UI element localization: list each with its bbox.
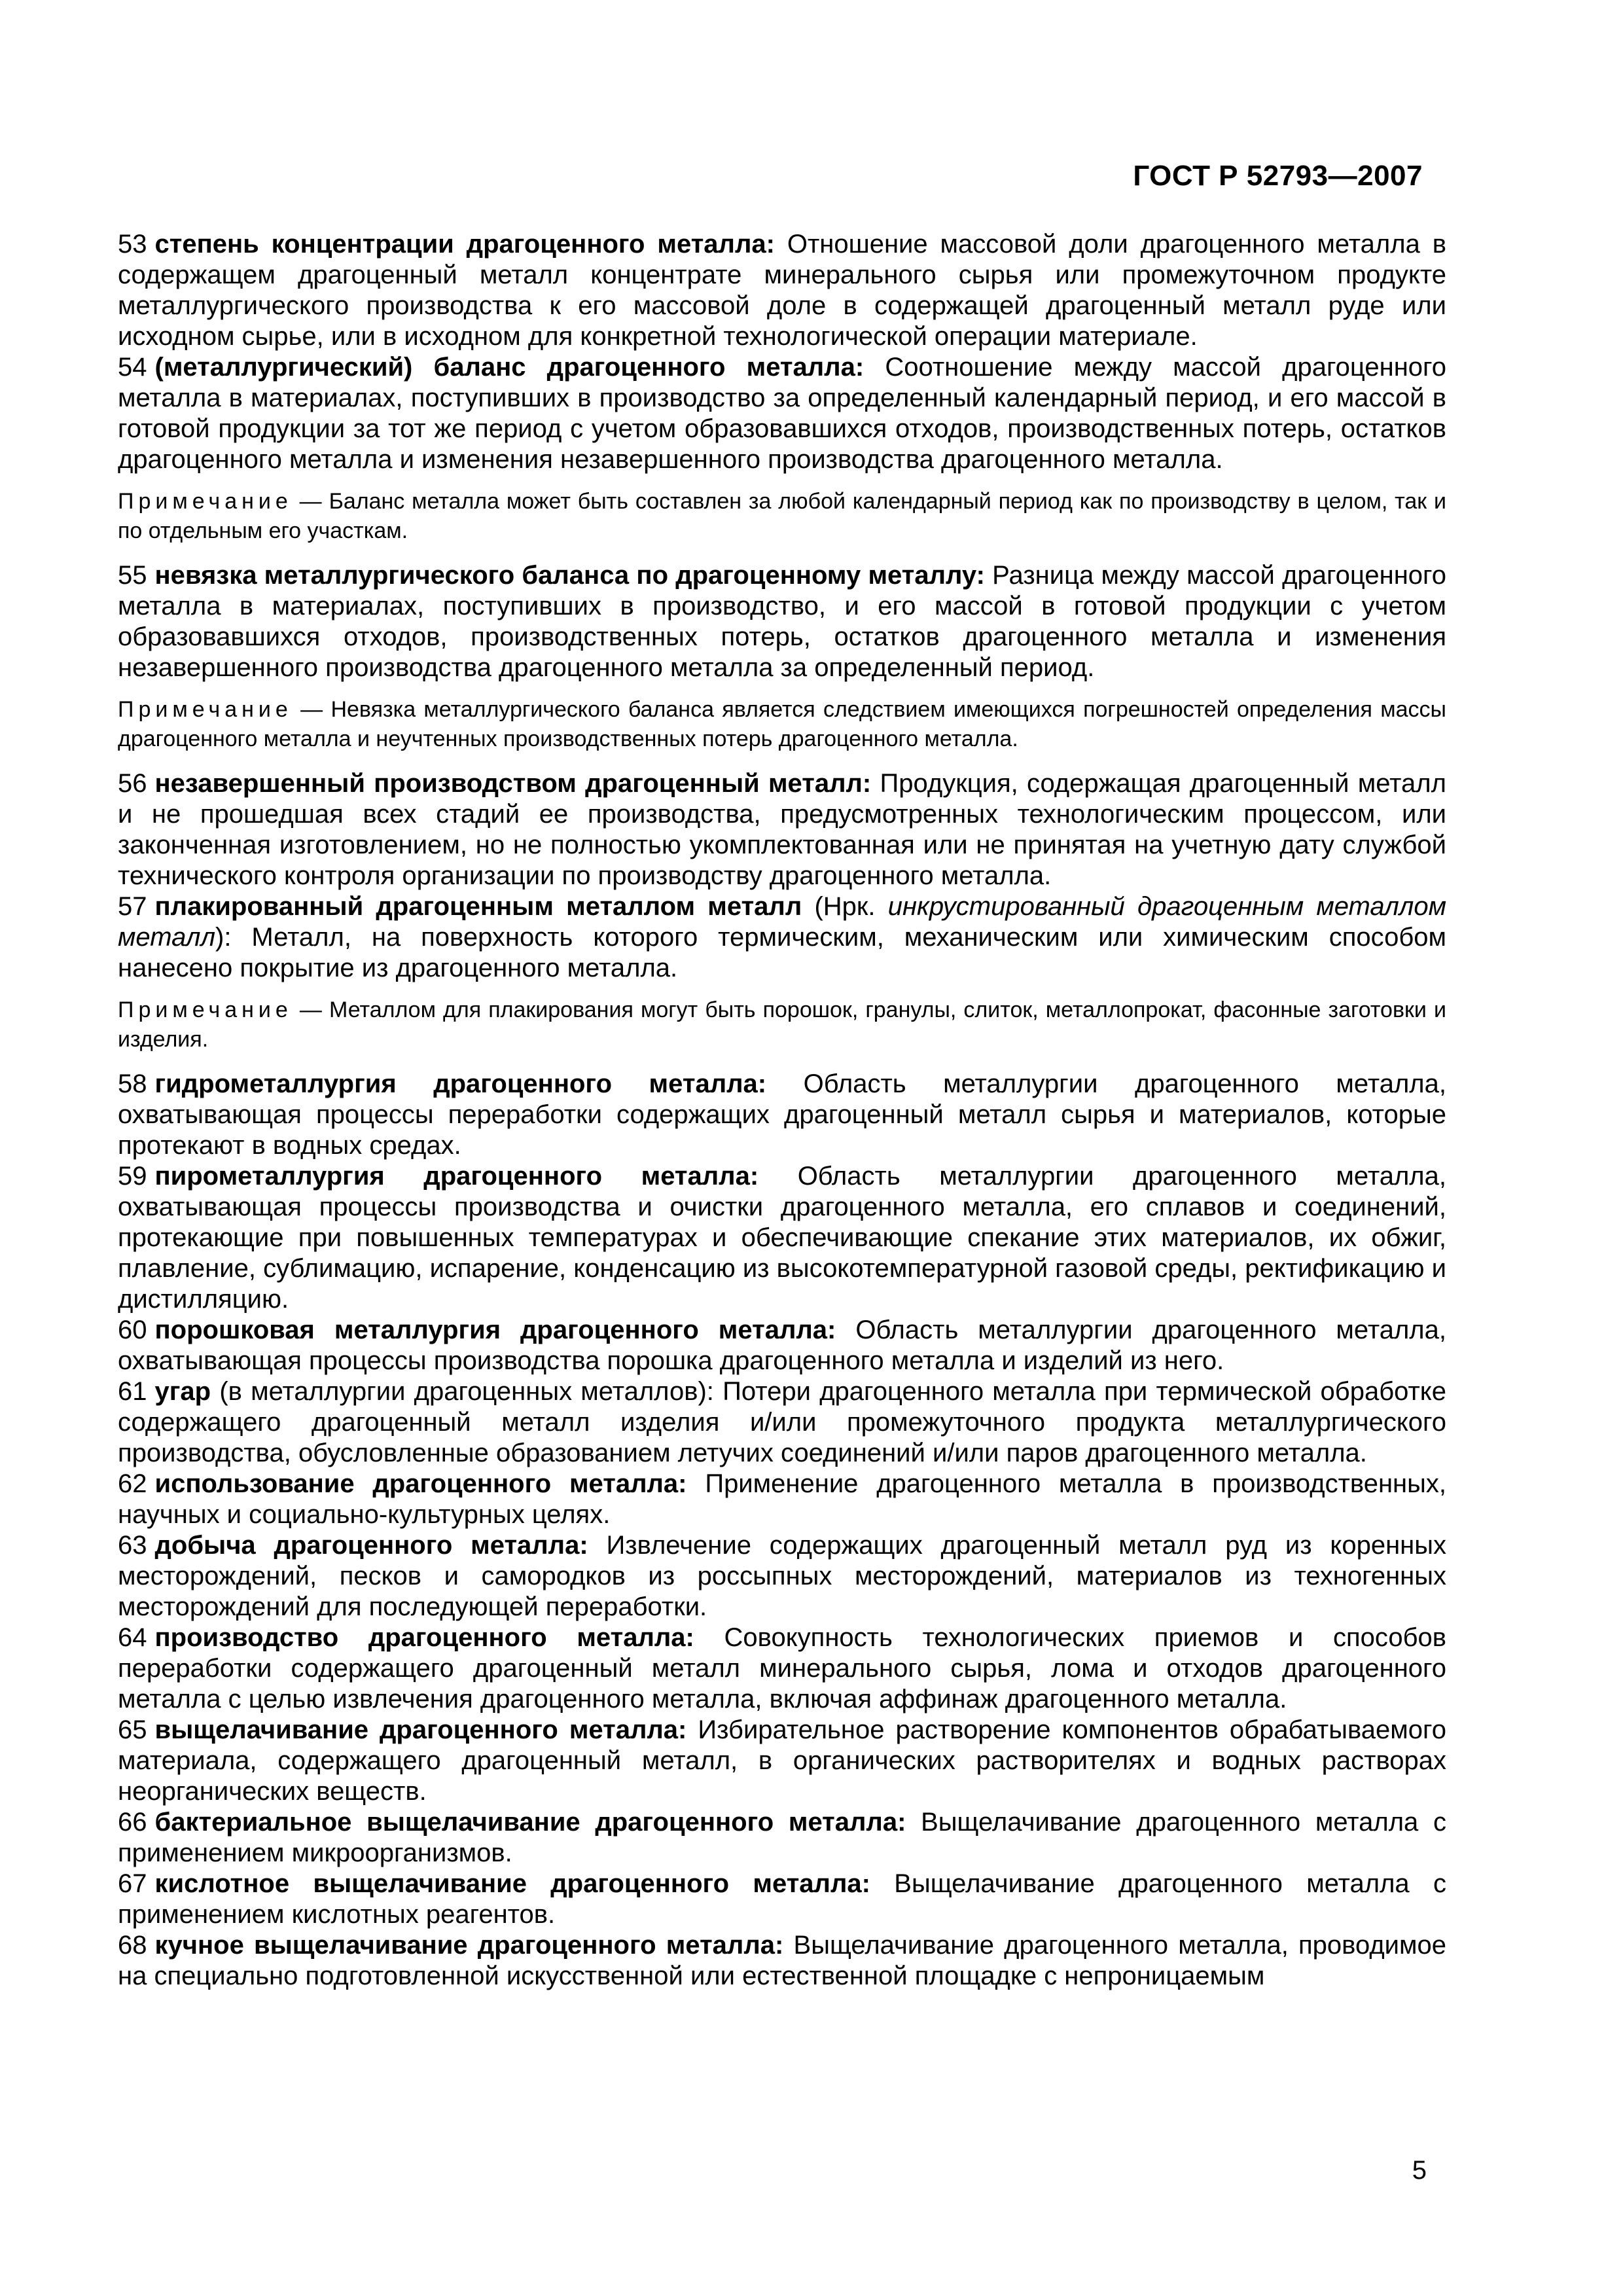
term-entry [118, 1530, 1446, 1623]
term-note [118, 996, 1446, 1054]
term-entry [118, 1715, 1446, 1807]
term-name: кучное выщелачивание драгоценного металла: [154, 1931, 784, 1960]
term-number: 68 [118, 1931, 147, 1960]
term-definition: Область металлургии драгоценного металла, охватывающая процессы производства и очистки драгоценного металла, его сплавов и соединений, протекающие при повышенных температурах и обеспечивающие спекание этих материалов, их обжиг, плавление, сублимацию, испарение, конденсацию из высокотемпературной газовой среды, ректификацию и дистилляцию. [118, 1162, 1446, 1314]
note-dash: — [292, 489, 329, 514]
term-definition: Металл, на поверхность которого термическим, механическим или химическим способом нанесено покрытие из драгоценного металла. [118, 923, 1446, 982]
term-name: использование драгоценного металла: [154, 1469, 687, 1498]
note-label: Примечание [118, 997, 293, 1022]
term-number: 54 [118, 353, 147, 382]
term-entry [118, 229, 1446, 352]
term-definition: Отношение массовой доли драгоценного металла в содержащем драгоценный металл концентрате минерального сырья или промежуточном продукте металлургического производства к его массовой доле в содержащей драгоценный металл руде или исходном сырье, или в исходном для конкретной технологической операции материале. [118, 230, 1446, 351]
term-number: 56 [118, 769, 147, 798]
term-definition: Выщелачивание драгоценного металла, проводимое на специально подготовленной искусственной или естественной площадке с непроницаемым [118, 1931, 1447, 1990]
term-definition: Выщелачивание драгоценного металла с применением микроорганизмов. [118, 1808, 1446, 1867]
term-note [118, 487, 1446, 546]
document-code-header: ГОСТ Р 52793—2007 [1133, 160, 1423, 192]
term-definition: Совокупность технологических приемов и способов переработки содержащего драгоценный металл минерального сырья, лома и отходов драгоценного металла с целью извлечения драгоценного металла, включая аффинаж драгоценного металла. [118, 1623, 1446, 1713]
term-entry [118, 560, 1446, 683]
term-number: 57 [118, 892, 147, 921]
term-number: 53 [118, 230, 147, 259]
term-name: добыча драгоценного металла: [154, 1531, 588, 1560]
term-definition: Разница между массой драгоценного металла в материалах, поступивших в производство, и его массой в готовой продукции с учетом образовавшихся отходов, производственных потерь, остатков драгоценного металла и изменения незавершенного производства драгоценного металла за определенный период. [118, 561, 1446, 682]
term-number: 66 [118, 1808, 147, 1837]
term-definition: Область металлургии драгоценного металла, охватывающая процессы производства порошка драгоценного металла и изделий из него. [118, 1316, 1446, 1375]
term-name: угар [154, 1377, 211, 1406]
term-number: 61 [118, 1377, 147, 1406]
term-name: пирометаллургия драгоценного металла: [154, 1162, 759, 1191]
term-entry [118, 1869, 1446, 1930]
term-name: выщелачивание драгоценного металла: [154, 1715, 687, 1744]
term-name: (металлургический) баланс драгоценного металла: [154, 353, 865, 382]
term-definition: Область металлургии драгоценного металла, охватывающая процессы переработки содержащих драгоценный металл сырья и материалов, которые протекают в водных средах. [118, 1069, 1446, 1160]
term-number: 65 [118, 1715, 147, 1744]
note-label: Примечание [118, 697, 293, 722]
term-name: незавершенный производством драгоценный металл: [154, 769, 872, 798]
note-label: Примечание [118, 489, 293, 514]
term-entry [118, 1315, 1446, 1376]
term-name: степень концентрации драгоценного металла: [154, 230, 775, 259]
term-number: 63 [118, 1531, 147, 1560]
note-text: Металлом для плакирования могут быть порошок, гранулы, слиток, металлопрокат, фасонные заготовки и изделия. [118, 997, 1446, 1052]
page-number: 5 [1412, 2156, 1427, 2185]
note-dash: — [292, 697, 331, 722]
term-number: 58 [118, 1069, 147, 1098]
note-text: Баланс металла может быть составлен за любой календарный период как по производству в целом, так и по отдельным его участкам. [118, 489, 1446, 543]
term-definition: Потери драгоценного металла при термической обработке содержащего драгоценный металл изделия и/или промежуточного продукта металлургического производства, обусловленные образованием летучих соединений и/или паров драгоценного металла. [118, 1377, 1446, 1467]
note-text: Невязка металлургического баланса является следствием имеющихся погрешностей определения массы драгоценного металла и неучтенных производственных потерь драгоценного металла. [118, 697, 1446, 751]
term-definition: Соотношение между массой драгоценного металла в материалах, поступивших в производство за определенный календарный период, и его массой в готовой продукции за тот же период с учетом образовавшихся отходов, производственных потерь, остатков драгоценного металла и изменения незавершенного производства драгоценного металла. [118, 353, 1446, 474]
term-entry [118, 1930, 1446, 1992]
term-number: 59 [118, 1162, 147, 1191]
term-entry [118, 891, 1446, 984]
term-number: 62 [118, 1469, 147, 1498]
term-qualifier: (в металлургии драгоценных металлов): [211, 1377, 714, 1406]
term-name: плакированный драгоценным металлом металл [154, 892, 802, 921]
term-definition: Выщелачивание драгоценного металла с применением кислотных реагентов. [118, 1869, 1447, 1929]
term-note [118, 695, 1446, 754]
term-name: производство драгоценного металла: [154, 1623, 694, 1652]
term-number: 60 [118, 1316, 147, 1344]
term-definition: Применение драгоценного металла в производственных, научных и социально-культурных целях. [118, 1469, 1446, 1529]
term-entry [118, 1069, 1446, 1161]
term-definition: Избирательное растворение компонентов обрабатываемого материала, содержащего драгоценный металл, в органических растворителях и водных растворах неорганических веществ. [118, 1715, 1446, 1806]
term-definition: Продукция, содержащая драгоценный металл и не прошедшая всех стадий ее производства, предусмотренных технологическим процессом, или законченная изготовлением, но не полностью укомплектованная или не принятая на учетную дату службой технического контроля организации по производству драгоценного металла. [118, 769, 1446, 890]
term-name: гидрометаллургия драгоценного металла: [154, 1069, 767, 1098]
term-entry [118, 1161, 1446, 1315]
term-definition: Извлечение содержащих драгоценный металл руд из коренных месторождений, песков и самородков из россыпных месторождений, материалов из техногенных месторождений для последующей переработки. [118, 1531, 1446, 1621]
term-number: 67 [118, 1869, 147, 1898]
term-entry [118, 1376, 1446, 1469]
term-name: порошковая металлургия драгоценного металла: [154, 1316, 836, 1344]
term-alt-suffix: ): [215, 923, 232, 952]
term-name: бактериальное выщелачивание драгоценного металла: [154, 1808, 906, 1837]
term-entry [118, 768, 1446, 891]
term-number: 64 [118, 1623, 147, 1652]
term-name: невязка металлургического баланса по драгоценному металлу: [154, 561, 985, 590]
terms-list [118, 229, 1446, 1992]
term-entry [118, 352, 1446, 475]
term-entry [118, 1623, 1446, 1715]
term-alt-name: инкрустированный драгоценным металлом металл [118, 892, 1446, 952]
term-entry [118, 1469, 1446, 1530]
term-alt-prefix: (Нрк. [802, 892, 888, 921]
note-dash: — [292, 997, 330, 1022]
term-entry [118, 1807, 1446, 1869]
term-number: 55 [118, 561, 147, 590]
term-name: кислотное выщелачивание драгоценного металла: [154, 1869, 870, 1898]
